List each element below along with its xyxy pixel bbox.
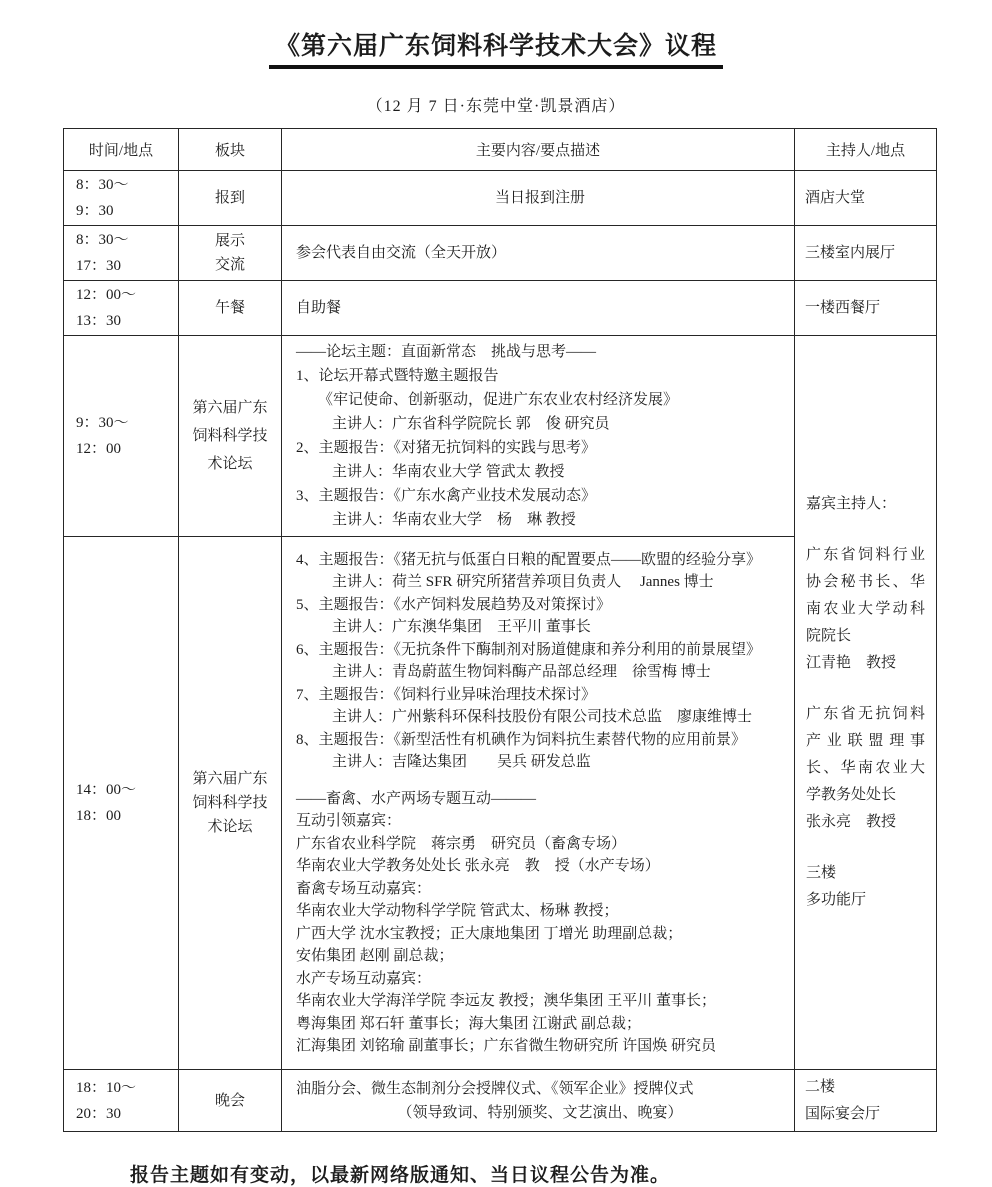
block-cell xyxy=(179,226,282,281)
content-cell xyxy=(282,336,795,537)
content-cell xyxy=(282,171,795,226)
block-text: 交流 xyxy=(214,257,245,273)
content-line: 油脂分会、微生态制剂分会授牌仪式、《领军企业》授牌仪式 xyxy=(296,1080,694,1097)
block-cell xyxy=(179,171,282,226)
block-text: 饲料科学技 xyxy=(192,795,268,811)
host-cell xyxy=(795,171,937,226)
time-text: 8：30～ xyxy=(76,232,129,248)
time-lines xyxy=(76,172,177,224)
host-lines xyxy=(805,295,926,322)
content-line: 3、主题报告：《广东水禽产业技术发展动态》 xyxy=(296,488,597,504)
content-line: 7、主题报告：《饲料行业异味治理技术探讨》 xyxy=(296,686,597,703)
host-text: 张永亮 教授 xyxy=(806,814,897,830)
block-lines xyxy=(180,296,280,320)
block-lines xyxy=(180,394,280,478)
time-cell xyxy=(64,281,179,336)
table-row-lunch xyxy=(64,281,937,336)
content-lines xyxy=(296,1077,784,1125)
content-lines xyxy=(296,549,784,1058)
block-text: 报到 xyxy=(214,190,245,206)
content-line: 《牢记使命、创新驱动，促进广东农业农村经济发展》 xyxy=(318,392,679,408)
content-line: 华南农业大学动物科学学院 管武太、杨琳 教授； xyxy=(296,903,619,919)
host-text: 国际宴会厅 xyxy=(805,1105,881,1122)
time-lines xyxy=(76,1075,177,1127)
page-subtitle: （12 月 7 日·东莞中堂·凯景酒店） xyxy=(366,98,626,115)
block-text: 术论坛 xyxy=(207,819,253,835)
block-lines xyxy=(180,767,280,839)
host-text: 多功能厅 xyxy=(806,892,867,908)
content-line: ——畜禽、水产两场专题互动——— xyxy=(296,790,537,807)
time-lines xyxy=(76,282,177,334)
content-line: 水产专场互动嘉宾： xyxy=(296,970,432,987)
host-lines xyxy=(805,1074,926,1128)
content-line: 广西大学 沈水宝教授；正大康地集团 丁增光 助理副总裁； xyxy=(296,925,683,942)
block-lines xyxy=(180,229,280,277)
host-cell xyxy=(795,226,937,281)
content-line: 当日报到注册 xyxy=(494,190,585,206)
time-cell xyxy=(64,226,179,281)
time-text: 9：30～ xyxy=(76,415,129,431)
table-row-registration xyxy=(64,171,937,226)
block-text: 展示 xyxy=(214,233,245,249)
time-cell xyxy=(64,1070,179,1132)
content-line: 互动引领嘉宾： xyxy=(296,813,402,829)
block-text: 晚会 xyxy=(214,1092,245,1109)
content-line: 主讲人：广东省科学院院长 郭 俊 研究员 xyxy=(332,416,610,432)
host-text: 一楼西餐厅 xyxy=(805,299,881,316)
content-lines xyxy=(296,241,784,265)
time-lines xyxy=(76,227,177,279)
content-line: 主讲人：吉隆达集团 吴兵 研发总监 xyxy=(332,754,591,770)
block-text: 第六届广东 xyxy=(192,400,268,416)
content-line: 自助餐 xyxy=(296,300,342,316)
host-text: 三楼室内展厅 xyxy=(805,244,896,261)
host-text: 嘉宾主持人： xyxy=(806,496,897,512)
content-line: （领导致词、特别颁奖、文艺演出、晚宴） xyxy=(397,1104,683,1121)
table-row-exhibition xyxy=(64,226,937,281)
content-lines xyxy=(296,340,784,532)
content-line: 畜禽专场互动嘉宾： xyxy=(296,880,432,897)
time-lines xyxy=(76,777,177,829)
block-lines xyxy=(180,1089,280,1113)
block-cell xyxy=(179,281,282,336)
host-text xyxy=(806,836,925,860)
footnote: 报告主题如有变动，以最新网络版通知、当日议程公告为准。 xyxy=(130,1165,671,1186)
content-line: 粤海集团 郑石轩 董事长；海大集团 江谢武 副总裁； xyxy=(296,1015,642,1032)
content-cell xyxy=(282,537,795,1070)
content-line: 1、论坛开幕式暨特邀主题报告 xyxy=(296,368,499,384)
content-line: 汇海集团 刘铭瑜 副董事长；广东省微生物研究所 许国焕 研究员 xyxy=(296,1038,717,1054)
content-line: 广东省农业科学院 蒋宗勇 研究员（畜禽专场） xyxy=(296,835,627,852)
block-text: 饲料科学技 xyxy=(192,428,268,444)
page-title: 《第六届广东饲料科学技术大会》议程 xyxy=(269,26,723,69)
host-lines xyxy=(805,240,926,267)
time-text: 20：30 xyxy=(76,1105,122,1122)
host-text: 广东省饲料行业协会秘书长、华南农业大学动科院院长 xyxy=(806,547,925,644)
block-lines xyxy=(180,186,280,210)
host-text xyxy=(806,677,925,701)
content-line: 主讲人：广州紫科环保科技股份有限公司技术总监 廖康维博士 xyxy=(332,709,753,725)
host-lines xyxy=(806,491,925,914)
block-text: 术论坛 xyxy=(207,456,253,472)
content-line xyxy=(296,774,784,788)
table-row-forum-morning xyxy=(64,336,937,537)
content-line: 5、主题报告：《水产饲料发展趋势及对策探讨》 xyxy=(296,596,612,613)
content-cell xyxy=(282,1070,795,1132)
agenda-table xyxy=(63,128,937,1132)
time-cell xyxy=(64,171,179,226)
time-text: 9：30 xyxy=(76,203,114,219)
content-line: 主讲人：华南农业大学 管武太 教授 xyxy=(332,464,565,480)
block-cell xyxy=(179,537,282,1070)
block-text: 午餐 xyxy=(214,300,245,316)
time-lines xyxy=(76,410,177,462)
host-cell-merged xyxy=(795,336,937,1070)
block-cell xyxy=(179,336,282,537)
block-cell xyxy=(179,1070,282,1132)
time-text: 13：30 xyxy=(76,313,122,329)
host-cell xyxy=(795,1070,937,1132)
time-text: 18：00 xyxy=(76,808,122,824)
content-line: 主讲人：荷兰 SFR 研究所猪营养项目负责人 Jannes 博士 xyxy=(332,574,714,590)
time-text: 8：30～ xyxy=(76,177,129,193)
col-header-time: 时间/地点 xyxy=(64,129,179,171)
content-line: 华南农业大学教务处处长 张永亮 教 授（水产专场） xyxy=(296,858,660,874)
host-text: 广东省无抗饲料产业联盟理事长、华南农业大学教务处处长 xyxy=(806,706,925,803)
content-line: ——论坛主题：直面新常态 挑战与思考—— xyxy=(296,344,597,360)
time-text: 14：00～ xyxy=(76,782,137,798)
host-text: 三楼 xyxy=(806,865,837,881)
host-cell xyxy=(795,281,937,336)
time-cell xyxy=(64,537,179,1070)
content-cell xyxy=(282,281,795,336)
host-text xyxy=(806,518,925,542)
content-line: 主讲人：青岛蔚蓝生物饲料酶产品部总经理 徐雪梅 博士 xyxy=(332,664,711,680)
time-cell xyxy=(64,336,179,537)
col-header-block: 板块 xyxy=(179,129,282,171)
block-text: 第六届广东 xyxy=(192,771,268,787)
content-line: 安佑集团 赵刚 副总裁； xyxy=(296,948,454,964)
time-text: 17：30 xyxy=(76,258,122,274)
content-line: 主讲人：华南农业大学 杨 琳 教授 xyxy=(332,512,576,528)
host-text: 江青艳 教授 xyxy=(806,655,897,671)
content-line: 参会代表自由交流（全天开放） xyxy=(296,245,507,261)
content-line: 4、主题报告：《猪无抗与低蛋白日粮的配置要点——欧盟的经验分享》 xyxy=(296,551,762,568)
content-line: 华南农业大学海洋学院 李远友 教授；澳华集团 王平川 董事长； xyxy=(296,993,717,1009)
time-text: 12：00～ xyxy=(76,287,137,303)
time-text: 18：10～ xyxy=(76,1079,137,1096)
host-text: 二楼 xyxy=(805,1078,836,1095)
header-row xyxy=(64,129,937,171)
col-header-host: 主持人/地点 xyxy=(795,129,937,171)
content-line: 主讲人：广东澳华集团 王平川 董事长 xyxy=(332,619,591,635)
content-lines xyxy=(296,296,784,320)
content-lines xyxy=(296,186,784,210)
host-lines xyxy=(805,185,926,212)
title-wrap xyxy=(0,0,992,69)
content-cell xyxy=(282,226,795,281)
content-line: 8、主题报告：《新型活性有机碘作为饲料抗生素替代物的应用前景》 xyxy=(296,731,747,748)
table-row-gala xyxy=(64,1070,937,1132)
content-line: 6、主题报告：《无抗条件下酶制剂对肠道健康和养分利用的前景展望》 xyxy=(296,641,762,658)
host-text: 酒店大堂 xyxy=(805,189,866,206)
col-header-content: 主要内容/要点描述 xyxy=(282,129,795,171)
content-line: 2、主题报告：《对猪无抗饲料的实践与思考》 xyxy=(296,440,597,456)
time-text: 12：00 xyxy=(76,441,122,457)
